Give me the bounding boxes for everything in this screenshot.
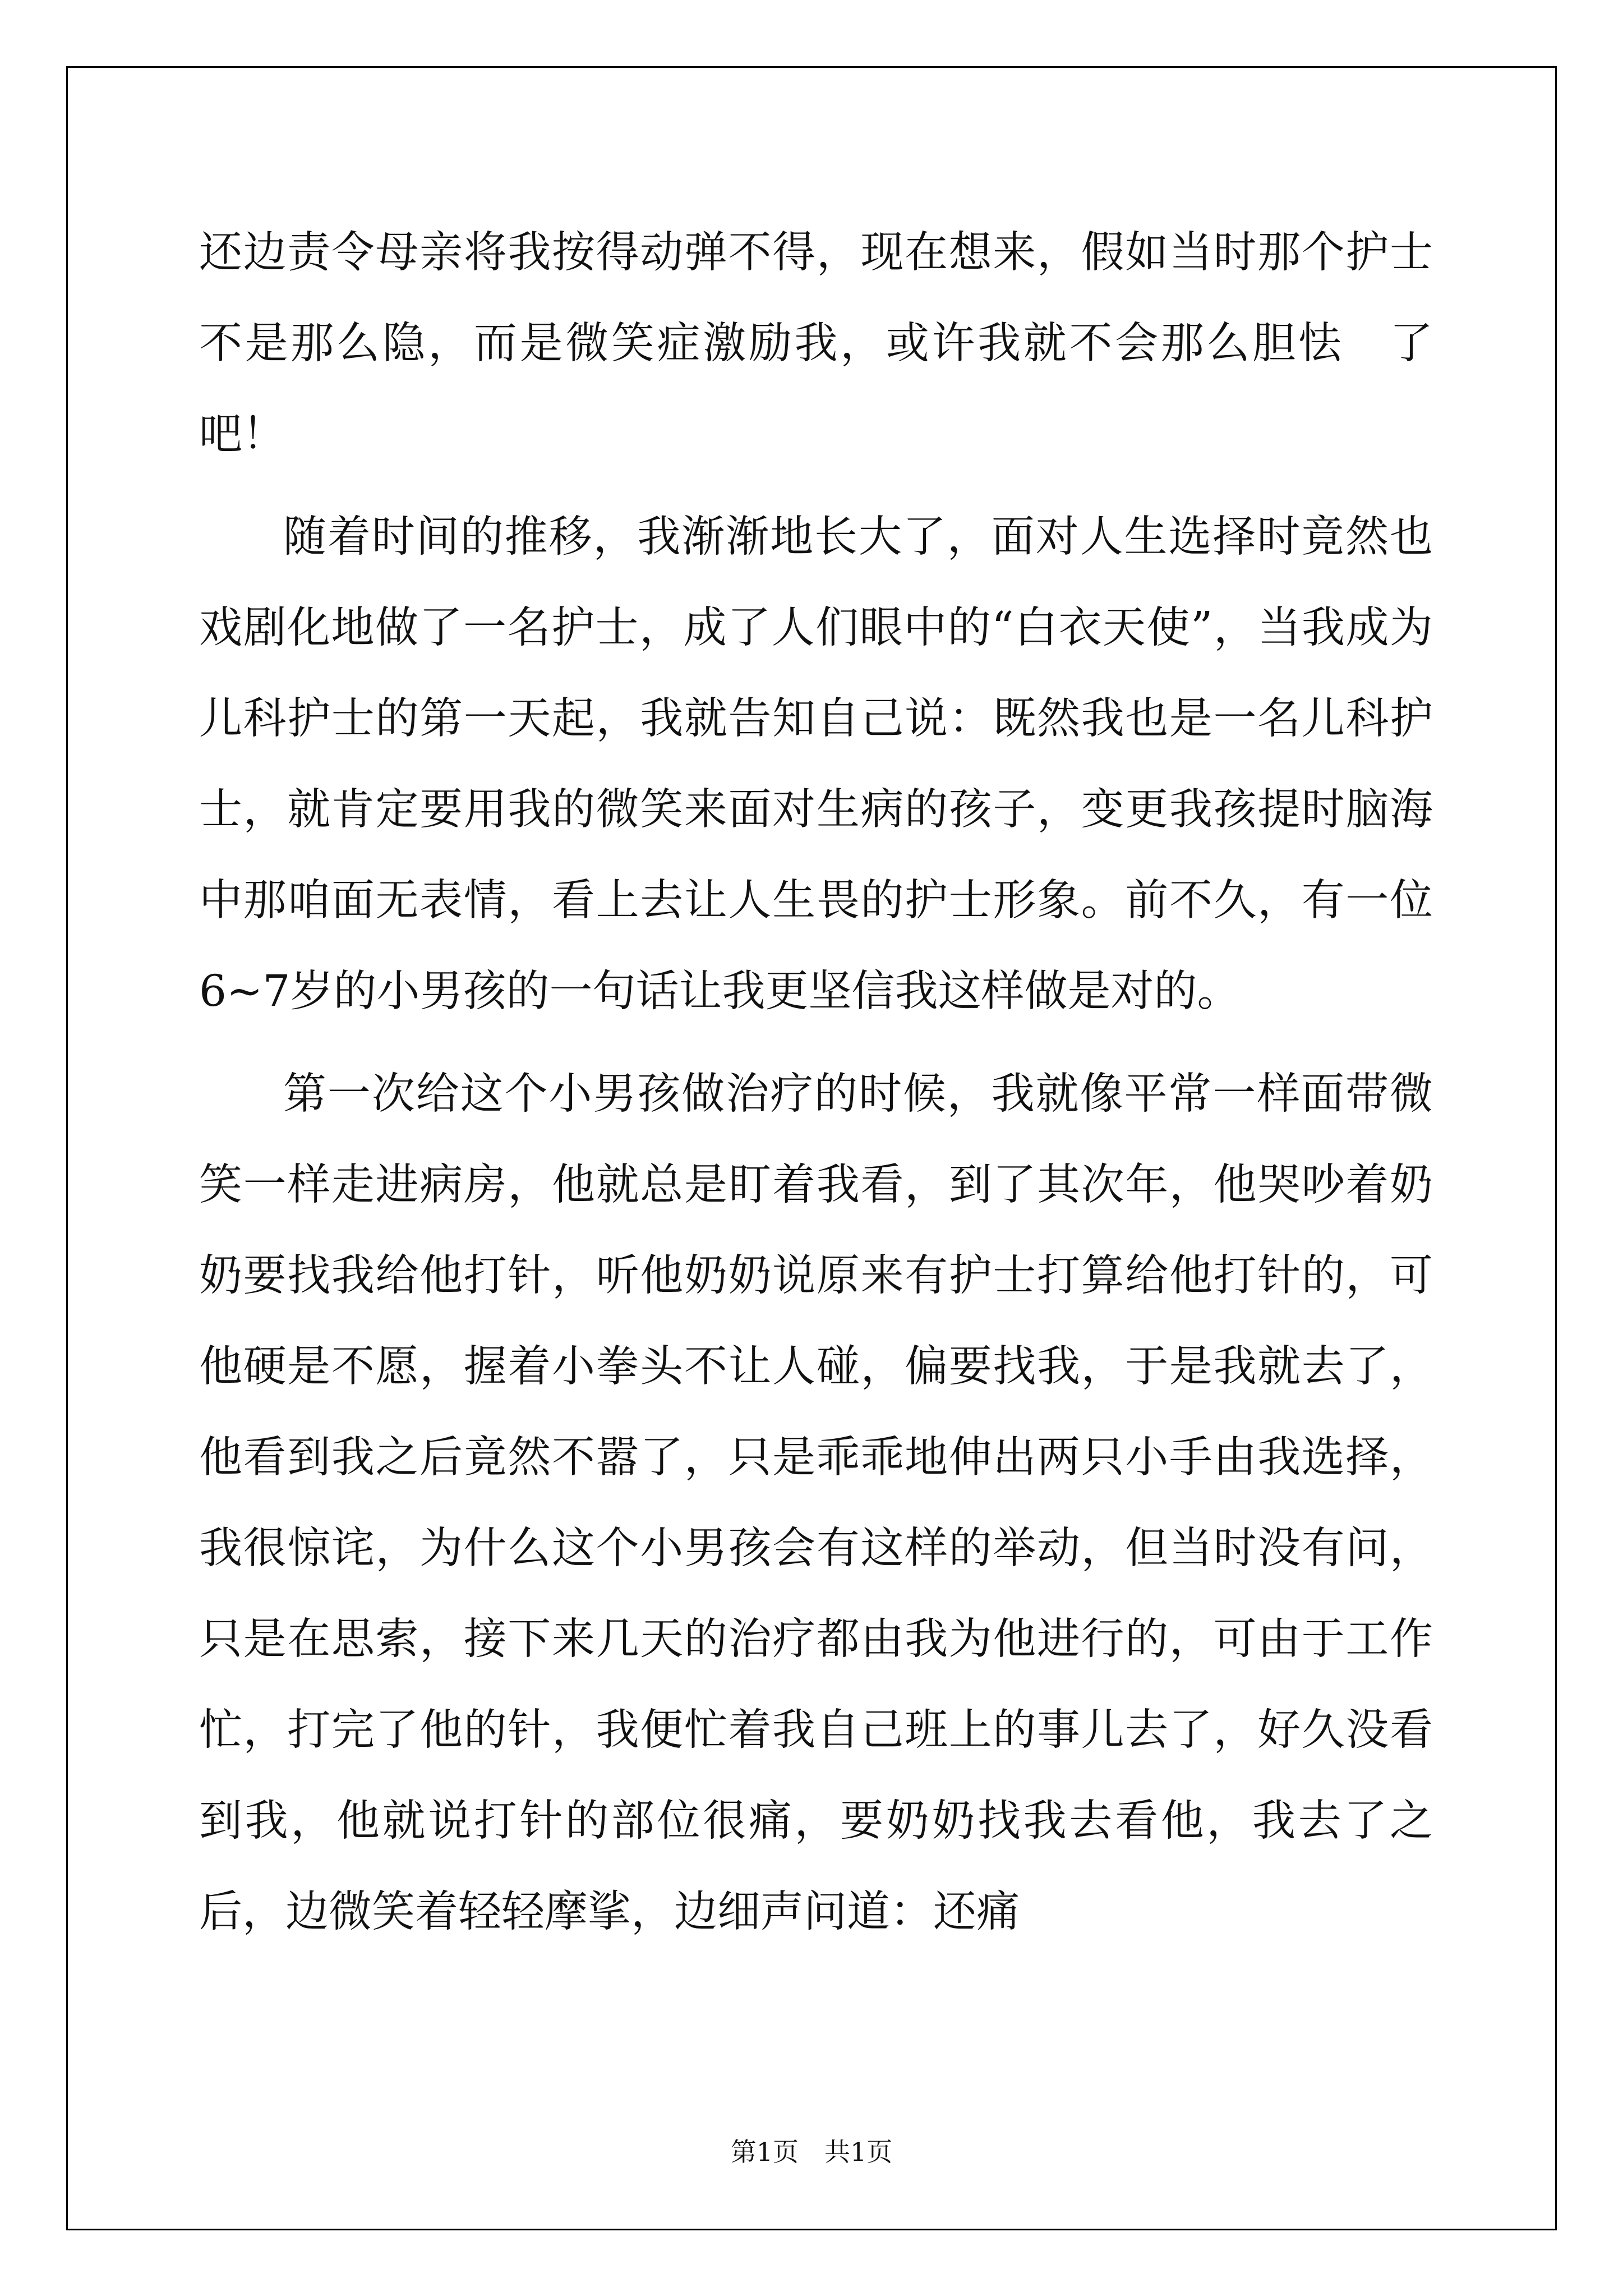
paragraph-1: 还边责令母亲将我按得动弹不得，现在想来，假如当时那个护士不是那么隐，而是微笑症激励我，或许我就不会那么胆怯 了吧！ bbox=[199, 228, 1433, 459]
paragraph-3: 第一次给这个小男孩做治疗的时候，我就像平常一样面带微笑一样走进病房，他就总是盯着我看，到了其次年，他哭吵着奶奶要找我给他打针，听他奶奶说原来有护士打算给他打针的，可他硬是不愿，握着小拳头不让人碰，偏要找我，于是我就去了，他看到我之后竟然不嚣了，只是乖乖地伸出两只小手由我选择，我很惊诧，为什么这个小男孩会有这样的举动，但当时没有问，只是在思索，接下来几天的治疗都由我为他进行的，可由于工作忙，打完了他的针，我便忙着我自己班上的事儿去了，好久没看到我，他就说打针的部位很痛，要奶奶找我去看他，我去了之后，边微笑着轻轻摩挲，边细声问道：还痛 bbox=[199, 1069, 1433, 1937]
document-body bbox=[199, 208, 1433, 1958]
paragraph-2: 随着时间的推移，我渐渐地长大了，面对人生选择时竟然也戏剧化地做了一名护士，成了人们眼中的“白衣天使”，当我成为儿科护士的第一天起，我就告知自己说：既然我也是一名儿科护士，就肯定要用我的微笑来面对生病的孩子，变更我孩提时脑海中那咱面无表情，看上去让人生畏的护士形象。前不久，有一位6~7岁的小男孩的一句话让我更坚信我这样做是对的。 bbox=[199, 512, 1433, 1016]
page-footer: 第1页 共1页 bbox=[730, 2137, 893, 2167]
